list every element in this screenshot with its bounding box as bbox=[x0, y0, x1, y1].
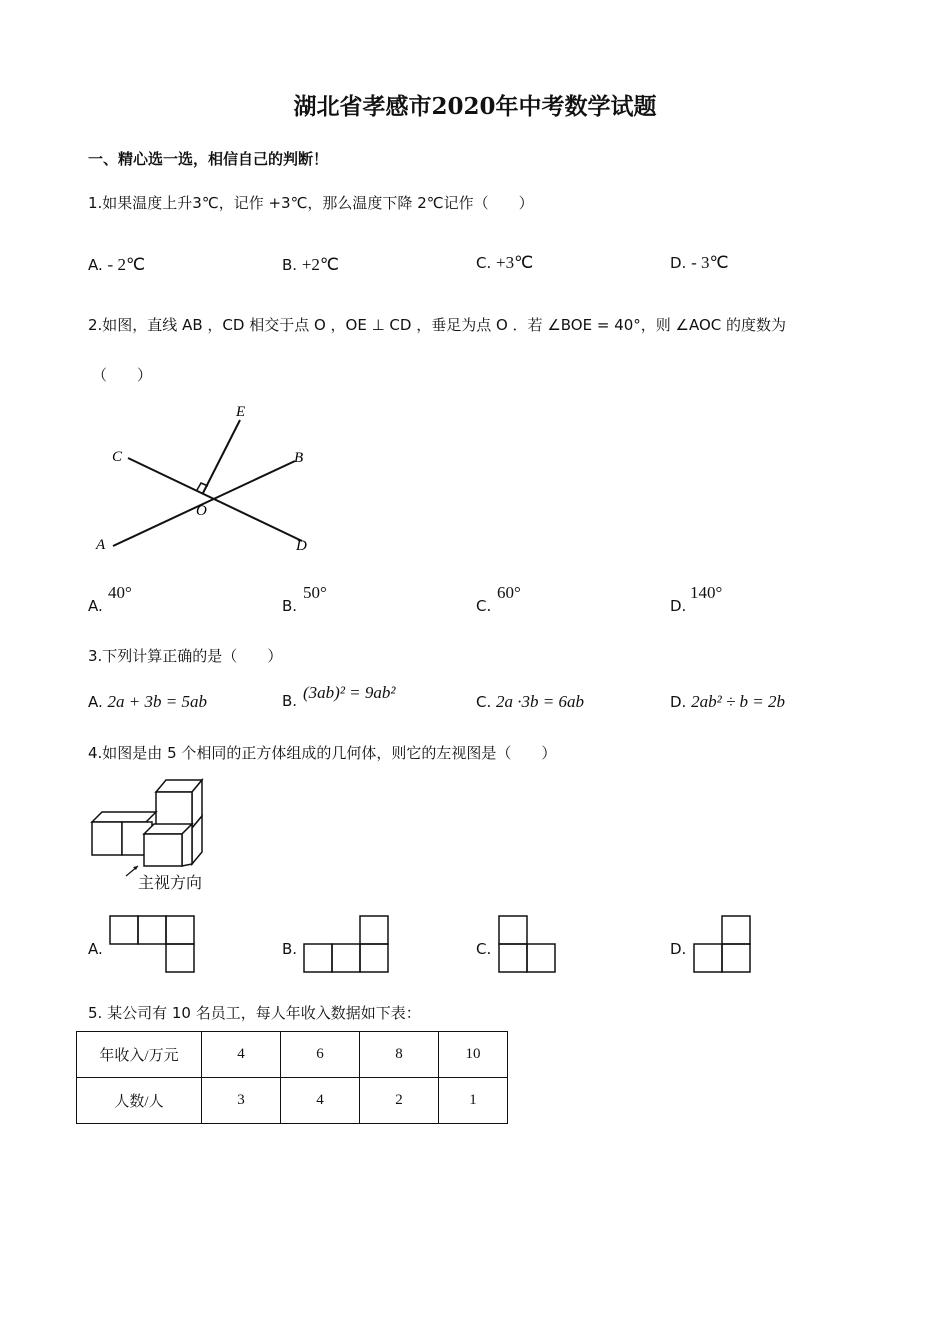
question-4-text: 4.如图是由 5 个相同的正方体组成的几何体，则它的左视图是（ ） bbox=[88, 744, 557, 762]
option-letter: A. bbox=[88, 256, 103, 274]
q3-option-b-letter[interactable]: B. bbox=[282, 692, 298, 710]
table-cell: 1 bbox=[439, 1078, 508, 1124]
q2-option-a-value: 40° bbox=[108, 583, 132, 602]
table-row bbox=[77, 1032, 508, 1078]
label-b: B bbox=[294, 450, 304, 466]
q2-option-d-letter[interactable]: D. bbox=[670, 597, 687, 615]
q3-option-c[interactable] bbox=[476, 692, 584, 712]
option-value: +3℃ bbox=[496, 253, 534, 272]
table-cell: 4 bbox=[202, 1032, 281, 1078]
question-2-text: 2.如图，直线 AB ，CD 相交于点 O ，OE ⊥ CD ，垂足为点 O ．若 ∠BOE = 40°，则 ∠AOC 的度数为 bbox=[88, 316, 787, 334]
q4-option-a-letter[interactable]: A. bbox=[88, 940, 103, 958]
q2-option-c-letter[interactable]: C. bbox=[476, 597, 492, 615]
option-letter: C. bbox=[476, 254, 492, 272]
cube-row-top bbox=[92, 812, 156, 822]
q4-option-b-letter[interactable]: B. bbox=[282, 940, 298, 958]
q3-option-a[interactable] bbox=[88, 692, 207, 712]
table-cell: 3 bbox=[202, 1078, 281, 1124]
table-row-header: 年收入/万元 bbox=[77, 1032, 202, 1078]
label-c: C bbox=[112, 449, 123, 465]
label-o: O bbox=[196, 503, 207, 519]
question-5-text: 5. 某公司有 10 名员工，每人年收入数据如下表： bbox=[88, 1004, 421, 1022]
table-cell: 4 bbox=[281, 1078, 360, 1124]
q4-option-c-view bbox=[497, 914, 561, 976]
q1-option-d[interactable] bbox=[670, 253, 729, 273]
option-value: 2a ·3b = 6ab bbox=[496, 692, 585, 711]
option-value: 2a + 3b = 5ab bbox=[107, 692, 207, 711]
intersecting-lines-figure bbox=[90, 398, 330, 558]
table-cell: 8 bbox=[360, 1032, 439, 1078]
q2-option-a-letter[interactable]: A. bbox=[88, 597, 103, 615]
q4-option-c-letter[interactable]: C. bbox=[476, 940, 492, 958]
option-letter: B. bbox=[282, 256, 298, 274]
page-title: 湖北省孝感市2020年中考数学试题 bbox=[293, 93, 657, 120]
table-row bbox=[77, 1078, 508, 1124]
q4-option-b-view bbox=[302, 914, 394, 976]
q4-option-a-view bbox=[108, 914, 200, 976]
option-value: 2ab² ÷ b = 2b bbox=[691, 692, 786, 711]
q4-option-d-view bbox=[692, 914, 756, 976]
q2-option-b-letter[interactable]: B. bbox=[282, 597, 298, 615]
income-table bbox=[76, 1031, 508, 1124]
q4-option-d-letter[interactable]: D. bbox=[670, 940, 687, 958]
q2-option-c-value: 60° bbox=[497, 583, 521, 602]
table-cell: 2 bbox=[360, 1078, 439, 1124]
option-letter: D. bbox=[670, 693, 687, 711]
cube-front-face bbox=[144, 834, 182, 866]
q2-option-d-value: 140° bbox=[690, 583, 723, 602]
option-value: +2℃ bbox=[301, 255, 340, 274]
label-a: A bbox=[96, 537, 106, 553]
q1-option-a[interactable] bbox=[88, 255, 145, 275]
figure-caption: 主视方向 bbox=[138, 873, 203, 892]
label-e: E bbox=[236, 404, 246, 420]
q3-option-d[interactable] bbox=[670, 692, 785, 712]
table-cell: 6 bbox=[281, 1032, 360, 1078]
question-2-blank: （ ） bbox=[92, 366, 153, 384]
option-letter: A. bbox=[88, 693, 103, 711]
option-letter: D. bbox=[670, 254, 687, 272]
line-oe bbox=[203, 420, 240, 493]
option-letter: C. bbox=[476, 693, 492, 711]
q2-option-b-value: 50° bbox=[303, 583, 327, 602]
q3-option-b-value: (3ab)² = 9ab² bbox=[303, 683, 396, 702]
question-3-text: 3.下列计算正确的是（ ） bbox=[88, 647, 283, 665]
q1-option-b[interactable] bbox=[282, 255, 339, 275]
question-1-text: 1.如果温度上升3℃，记作 +3℃，那么温度下降 2℃记作（ ） bbox=[88, 194, 534, 212]
section-heading: 一、精心选一选，相信自己的判断！ bbox=[88, 150, 329, 168]
label-d: D bbox=[296, 538, 307, 554]
table-row-header: 人数/人 bbox=[77, 1078, 202, 1124]
cube-front-face bbox=[92, 822, 122, 855]
option-value: - 3℃ bbox=[691, 253, 729, 272]
q1-option-c[interactable] bbox=[476, 253, 533, 273]
cube-front-face bbox=[156, 792, 192, 828]
option-value: - 2℃ bbox=[107, 255, 146, 274]
table-cell: 10 bbox=[439, 1032, 508, 1078]
